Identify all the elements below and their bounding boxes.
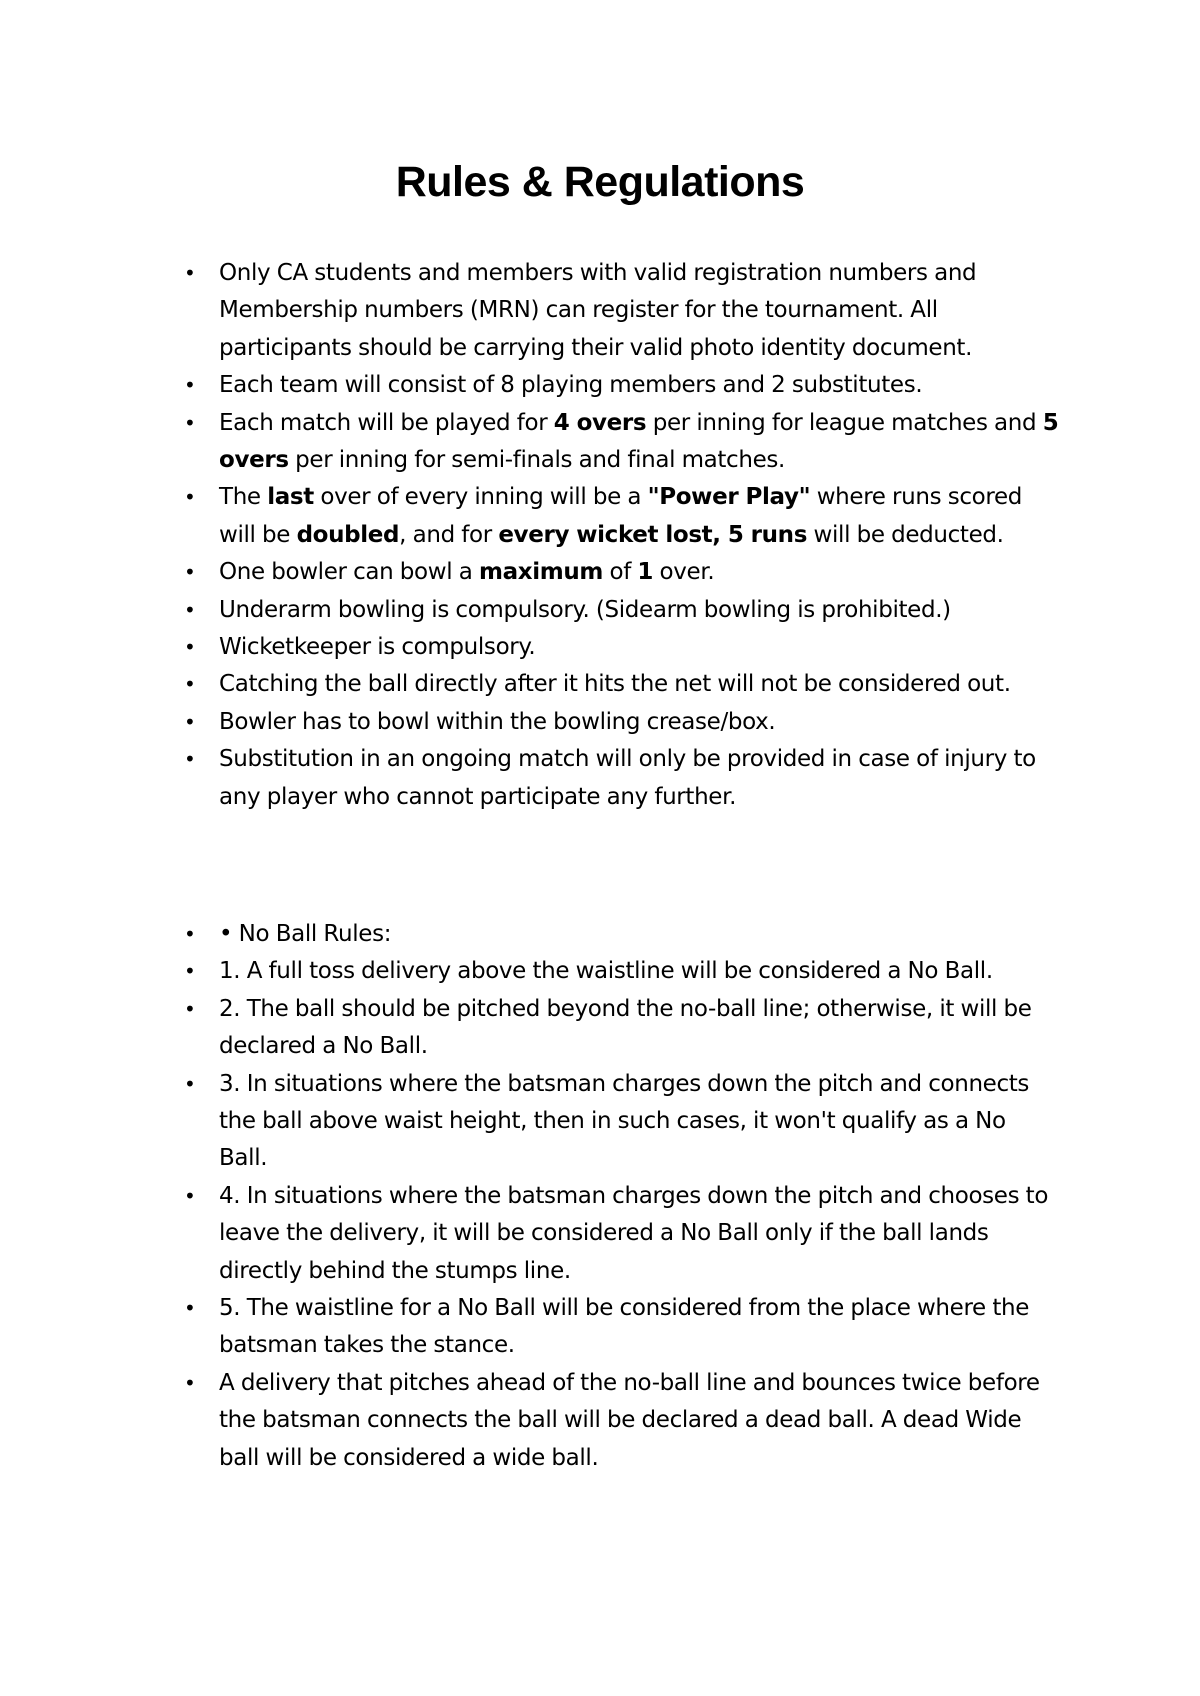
bold-text: "Power Play": [647, 484, 811, 511]
text-run: 2. The ball should be pitched beyond the no-ball line; otherwise, it will be declared a No Ball.: [219, 995, 1032, 1060]
text-run: will be deducted.: [807, 521, 1004, 548]
bold-text: every wicket lost, 5 runs: [498, 521, 808, 548]
list-item: [0, 666, 1059, 703]
list-item: [0, 554, 1059, 591]
list-item: [0, 629, 1059, 666]
text-run: of: [603, 559, 638, 586]
page-title: Rules & Regulations: [395, 158, 805, 206]
text-run: , and for: [399, 521, 499, 548]
list-item: [0, 1178, 1059, 1290]
bold-text: maximum: [478, 559, 604, 586]
text-run: per inning for league matches and: [646, 409, 1043, 436]
list-item: [0, 405, 1059, 480]
no-ball-rules-list: [0, 916, 1200, 1477]
text-run: over of every inning will be a: [313, 484, 648, 511]
text-run: • No Ball Rules:: [219, 921, 392, 947]
bold-text: last: [267, 484, 314, 511]
list-item: [0, 1066, 1059, 1178]
bullet-icon: •: [184, 560, 196, 585]
text-run: Wicketkeeper is compulsory.: [219, 634, 536, 661]
text-run: over.: [653, 559, 715, 586]
text-run: Bowler has to bowl within the bowling crease/box.: [219, 708, 776, 735]
text-run: One bowler can bowl a: [219, 559, 479, 586]
rules-list: [0, 255, 1200, 816]
text-run: 4. In situations where the batsman charges down the pitch and chooses to leave the delivery, it will be considered a No Ball only if the ball lands directly behind the stumps line.: [219, 1182, 1049, 1284]
bold-text: 4 overs: [553, 409, 647, 436]
list-item: [0, 1365, 1059, 1477]
list-item: [0, 953, 1059, 990]
bullet-icon: •: [184, 709, 196, 734]
bullet-icon: •: [184, 959, 196, 984]
bold-text: doubled: [296, 521, 400, 548]
bold-text: 5 overs: [219, 409, 1059, 474]
list-item: [0, 916, 1059, 953]
bullet-icon: •: [184, 373, 196, 398]
bullet-icon: •: [184, 597, 196, 622]
bullet-icon: •: [184, 747, 196, 772]
text-run: Substitution in an ongoing match will only be provided in case of injury to any player who cannot participate any further.: [219, 746, 1036, 810]
bold-text: 1: [637, 559, 654, 586]
text-run: 5. The waistline for a No Ball will be considered from the place where the batsman takes the stance.: [219, 1295, 1030, 1359]
bullet-icon: •: [184, 485, 196, 510]
text-run: Catching the ball directly after it hits the net will not be considered out.: [219, 671, 1011, 698]
bullet-icon: •: [184, 922, 196, 946]
bullet-icon: •: [184, 261, 196, 285]
list-item: [0, 592, 1059, 629]
bullet-icon: •: [184, 1071, 196, 1096]
list-item: [0, 255, 1059, 367]
bullet-icon: •: [184, 1370, 196, 1395]
text-run: where runs scored will be: [219, 484, 1023, 548]
text-run: Underarm bowling is compulsory. (Sidearm bowling is prohibited.): [219, 596, 951, 623]
text-run: Each match will be played for: [219, 409, 554, 436]
bullet-icon: •: [184, 672, 196, 697]
bullet-icon: •: [184, 410, 196, 435]
bullet-icon: •: [184, 996, 196, 1021]
text-run: Only CA students and members with valid registration numbers and Membership numbers (MRN) can register for the tournament. All participants should be carrying their valid photo identity document.: [219, 260, 977, 361]
list-item: [0, 704, 1059, 741]
bullet-icon: •: [184, 635, 196, 660]
text-run: The: [219, 484, 268, 511]
list-item: [0, 991, 1059, 1066]
list-item: [0, 479, 1059, 554]
text-run: A delivery that pitches ahead of the no-ball line and bounces twice before the batsman connects the ball will be declared a dead ball. A dead Wide ball will be considered a wide ball.: [219, 1369, 1040, 1471]
text-run: 1. A full toss delivery above the waistline will be considered a No Ball.: [219, 958, 993, 985]
bullet-icon: •: [184, 1183, 196, 1208]
list-item: [0, 1290, 1059, 1365]
list-item: [0, 741, 1059, 816]
text-run: Each team will consist of 8 playing members and 2 substitutes.: [219, 372, 923, 399]
text-run: 3. In situations where the batsman charges down the pitch and connects the ball above waist height, then in such cases, it won't qualify as a No Ball.: [219, 1070, 1030, 1172]
list-item: [0, 367, 1059, 404]
text-run: per inning for semi-finals and final matches.: [288, 447, 785, 474]
bullet-icon: •: [184, 1296, 196, 1321]
